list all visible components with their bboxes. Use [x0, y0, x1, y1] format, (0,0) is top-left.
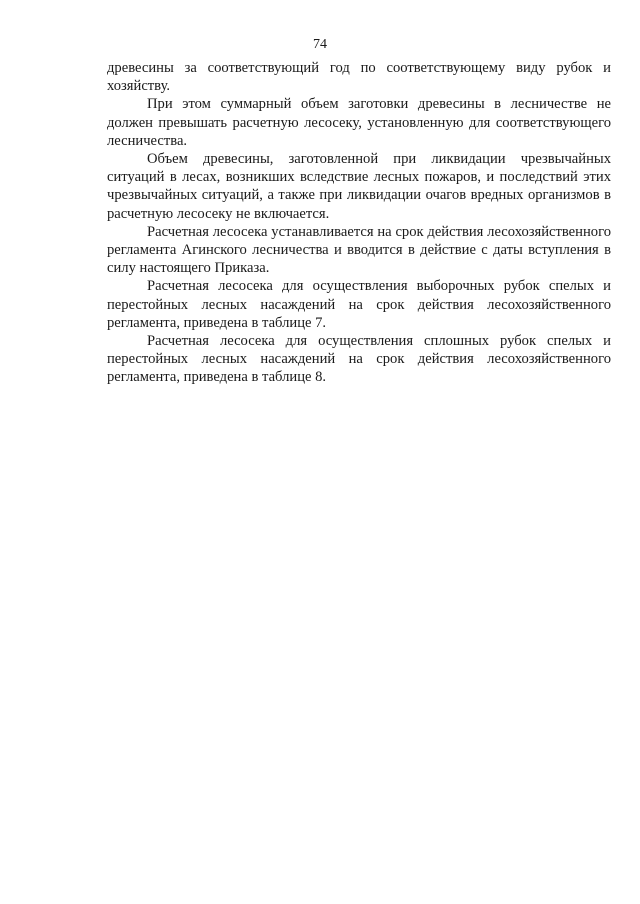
paragraph-total-volume-limit: При этом суммарный объем заготовки древесины в лесничестве не должен превышать расчетную лесосеку, установленную для соответствующего лесничества. — [107, 96, 611, 149]
paragraph-emergency-volume: Объем древесины, заготовленной при ликвидации чрезвычайных ситуаций в лесах, возникших вследствие лесных пожаров, и последствий этих чрезвычайных ситуаций, а также при ликвидации очагов вредных организмов в расчетную лесосеку не включается. — [107, 151, 611, 222]
text-body — [107, 59, 611, 387]
paragraph-selective-cutting-table-7: Расчетная лесосека для осуществления выборочных рубок спелых и перестойных лесных насаждений на срок действия лесохозяйственного регламента, приведена в таблице 7. — [107, 278, 611, 331]
paragraph-allowable-cut-term: Расчетная лесосека устанавливается на срок действия лесохозяйственного регламента Агинского лесничества и вводится в действие с даты вступления в силу настоящего Приказа. — [107, 223, 611, 277]
paragraph-continuation: древесины за соответствующий год по соответствующему виду рубок и хозяйству. — [107, 60, 611, 95]
paragraph-clear-cutting-table-8: Расчетная лесосека для осуществления сплошных рубок спелых и перестойных лесных насаждений на срок действия лесохозяйственного регламента, приведена в таблице 8. — [107, 333, 611, 386]
page-number: 74 — [313, 37, 327, 52]
